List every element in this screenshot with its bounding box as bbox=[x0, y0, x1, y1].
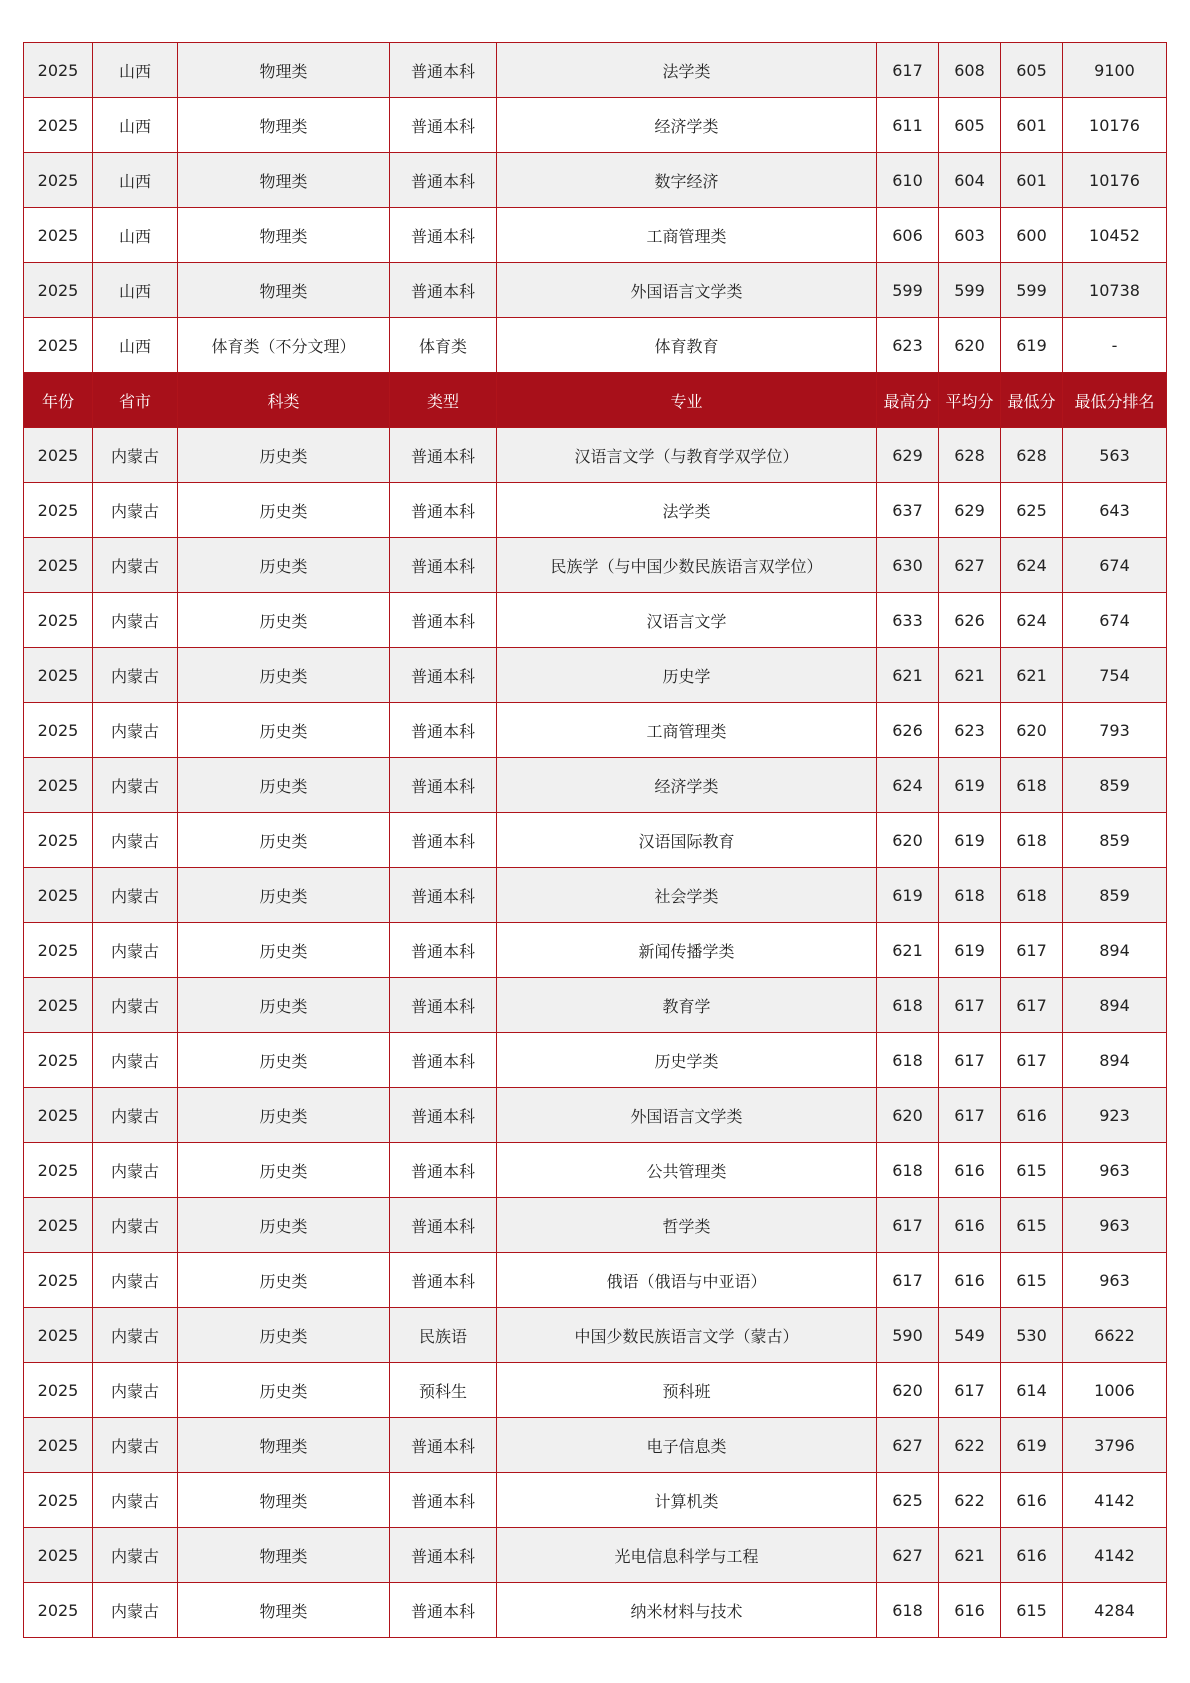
cell-province: 内蒙古 bbox=[93, 1583, 178, 1638]
header-cell-max-score: 最高分 bbox=[877, 373, 939, 428]
cell-admission-type: 普通本科 bbox=[390, 868, 497, 923]
cell-min-rank: 674 bbox=[1063, 593, 1167, 648]
cell-admission-type: 普通本科 bbox=[390, 758, 497, 813]
cell-subject-category: 历史类 bbox=[178, 1088, 390, 1143]
cell-max-score: 624 bbox=[877, 758, 939, 813]
cell-min-score: 601 bbox=[1001, 98, 1063, 153]
cell-min-rank: 894 bbox=[1063, 1033, 1167, 1088]
cell-year: 2025 bbox=[24, 703, 93, 758]
cell-year: 2025 bbox=[24, 1528, 93, 1583]
cell-min-rank: 9100 bbox=[1063, 43, 1167, 98]
header-cell-province: 省市 bbox=[93, 373, 178, 428]
cell-min-score: 628 bbox=[1001, 428, 1063, 483]
cell-province: 山西 bbox=[93, 43, 178, 98]
cell-major: 汉语言文学（与教育学双学位） bbox=[497, 428, 877, 483]
header-cell-major: 专业 bbox=[497, 373, 877, 428]
cell-admission-type: 普通本科 bbox=[390, 703, 497, 758]
cell-subject-category: 历史类 bbox=[178, 813, 390, 868]
table-row bbox=[24, 758, 1167, 813]
cell-year: 2025 bbox=[24, 263, 93, 318]
cell-year: 2025 bbox=[24, 1473, 93, 1528]
cell-year: 2025 bbox=[24, 98, 93, 153]
cell-avg-score: 616 bbox=[939, 1198, 1001, 1253]
cell-min-score: 616 bbox=[1001, 1528, 1063, 1583]
cell-avg-score: 619 bbox=[939, 758, 1001, 813]
cell-avg-score: 627 bbox=[939, 538, 1001, 593]
table-row bbox=[24, 703, 1167, 758]
cell-major: 经济学类 bbox=[497, 98, 877, 153]
cell-max-score: 627 bbox=[877, 1418, 939, 1473]
header-cell-min-score: 最低分 bbox=[1001, 373, 1063, 428]
cell-max-score: 617 bbox=[877, 1198, 939, 1253]
cell-min-rank: 10176 bbox=[1063, 98, 1167, 153]
cell-year: 2025 bbox=[24, 1198, 93, 1253]
cell-province: 内蒙古 bbox=[93, 813, 178, 868]
cell-province: 山西 bbox=[93, 153, 178, 208]
cell-min-score: 600 bbox=[1001, 208, 1063, 263]
table-row bbox=[24, 923, 1167, 978]
cell-min-rank: 894 bbox=[1063, 923, 1167, 978]
cell-subject-category: 历史类 bbox=[178, 978, 390, 1033]
cell-admission-type: 普通本科 bbox=[390, 1033, 497, 1088]
cell-admission-type: 普通本科 bbox=[390, 428, 497, 483]
cell-min-rank: 923 bbox=[1063, 1088, 1167, 1143]
table-row bbox=[24, 1418, 1167, 1473]
cell-max-score: 620 bbox=[877, 1363, 939, 1418]
cell-max-score: 618 bbox=[877, 1143, 939, 1198]
cell-min-score: 605 bbox=[1001, 43, 1063, 98]
cell-subject-category: 体育类（不分文理） bbox=[178, 318, 390, 373]
cell-min-score: 601 bbox=[1001, 153, 1063, 208]
cell-major: 纳米材料与技术 bbox=[497, 1583, 877, 1638]
cell-major: 教育学 bbox=[497, 978, 877, 1033]
cell-subject-category: 物理类 bbox=[178, 1583, 390, 1638]
table-row bbox=[24, 1033, 1167, 1088]
cell-major: 公共管理类 bbox=[497, 1143, 877, 1198]
cell-min-rank: 563 bbox=[1063, 428, 1167, 483]
cell-min-rank: 3796 bbox=[1063, 1418, 1167, 1473]
cell-admission-type: 普通本科 bbox=[390, 153, 497, 208]
cell-avg-score: 618 bbox=[939, 868, 1001, 923]
cell-min-rank: 10176 bbox=[1063, 153, 1167, 208]
cell-admission-type: 普通本科 bbox=[390, 483, 497, 538]
cell-avg-score: 616 bbox=[939, 1143, 1001, 1198]
table-row bbox=[24, 1583, 1167, 1638]
cell-year: 2025 bbox=[24, 1088, 93, 1143]
cell-max-score: 606 bbox=[877, 208, 939, 263]
cell-major: 汉语国际教育 bbox=[497, 813, 877, 868]
cell-province: 内蒙古 bbox=[93, 1528, 178, 1583]
cell-year: 2025 bbox=[24, 43, 93, 98]
table-row bbox=[24, 428, 1167, 483]
cell-max-score: 618 bbox=[877, 978, 939, 1033]
cell-major: 俄语（俄语与中亚语） bbox=[497, 1253, 877, 1308]
cell-subject-category: 历史类 bbox=[178, 1033, 390, 1088]
cell-subject-category: 历史类 bbox=[178, 1198, 390, 1253]
cell-subject-category: 历史类 bbox=[178, 923, 390, 978]
cell-min-score: 616 bbox=[1001, 1473, 1063, 1528]
cell-min-rank: 894 bbox=[1063, 978, 1167, 1033]
table-row bbox=[24, 153, 1167, 208]
cell-admission-type: 普通本科 bbox=[390, 1198, 497, 1253]
cell-year: 2025 bbox=[24, 1253, 93, 1308]
cell-province: 内蒙古 bbox=[93, 648, 178, 703]
cell-subject-category: 历史类 bbox=[178, 648, 390, 703]
cell-major: 外国语言文学类 bbox=[497, 263, 877, 318]
table-row bbox=[24, 1528, 1167, 1583]
cell-admission-type: 普通本科 bbox=[390, 1583, 497, 1638]
cell-admission-type: 普通本科 bbox=[390, 1473, 497, 1528]
cell-max-score: 623 bbox=[877, 318, 939, 373]
cell-year: 2025 bbox=[24, 1363, 93, 1418]
cell-year: 2025 bbox=[24, 1583, 93, 1638]
cell-min-rank: 10738 bbox=[1063, 263, 1167, 318]
cell-min-score: 615 bbox=[1001, 1143, 1063, 1198]
cell-max-score: 617 bbox=[877, 1253, 939, 1308]
table-row bbox=[24, 1143, 1167, 1198]
cell-year: 2025 bbox=[24, 1418, 93, 1473]
cell-max-score: 621 bbox=[877, 648, 939, 703]
cell-subject-category: 物理类 bbox=[178, 263, 390, 318]
cell-subject-category: 物理类 bbox=[178, 98, 390, 153]
cell-max-score: 590 bbox=[877, 1308, 939, 1363]
cell-min-score: 619 bbox=[1001, 318, 1063, 373]
cell-province: 内蒙古 bbox=[93, 1418, 178, 1473]
header-cell-subject-category: 科类 bbox=[178, 373, 390, 428]
cell-admission-type: 普通本科 bbox=[390, 978, 497, 1033]
cell-admission-type: 普通本科 bbox=[390, 813, 497, 868]
cell-min-score: 618 bbox=[1001, 868, 1063, 923]
cell-year: 2025 bbox=[24, 758, 93, 813]
cell-max-score: 625 bbox=[877, 1473, 939, 1528]
cell-admission-type: 普通本科 bbox=[390, 1143, 497, 1198]
cell-year: 2025 bbox=[24, 813, 93, 868]
cell-admission-type: 普通本科 bbox=[390, 1088, 497, 1143]
cell-max-score: 630 bbox=[877, 538, 939, 593]
cell-max-score: 599 bbox=[877, 263, 939, 318]
cell-avg-score: 623 bbox=[939, 703, 1001, 758]
cell-province: 内蒙古 bbox=[93, 1088, 178, 1143]
cell-max-score: 610 bbox=[877, 153, 939, 208]
cell-min-rank: 963 bbox=[1063, 1143, 1167, 1198]
cell-province: 内蒙古 bbox=[93, 428, 178, 483]
cell-avg-score: 616 bbox=[939, 1583, 1001, 1638]
cell-major: 预科班 bbox=[497, 1363, 877, 1418]
cell-avg-score: 619 bbox=[939, 923, 1001, 978]
cell-province: 内蒙古 bbox=[93, 538, 178, 593]
cell-province: 内蒙古 bbox=[93, 1033, 178, 1088]
table-row bbox=[24, 208, 1167, 263]
cell-subject-category: 历史类 bbox=[178, 1253, 390, 1308]
cell-max-score: 633 bbox=[877, 593, 939, 648]
cell-year: 2025 bbox=[24, 208, 93, 263]
cell-min-score: 615 bbox=[1001, 1198, 1063, 1253]
cell-year: 2025 bbox=[24, 648, 93, 703]
cell-province: 内蒙古 bbox=[93, 483, 178, 538]
cell-major: 社会学类 bbox=[497, 868, 877, 923]
cell-subject-category: 物理类 bbox=[178, 208, 390, 263]
cell-province: 内蒙古 bbox=[93, 593, 178, 648]
table-row bbox=[24, 978, 1167, 1033]
cell-min-rank: 793 bbox=[1063, 703, 1167, 758]
cell-avg-score: 621 bbox=[939, 648, 1001, 703]
cell-major: 经济学类 bbox=[497, 758, 877, 813]
cell-min-rank: 859 bbox=[1063, 868, 1167, 923]
cell-min-rank: 4284 bbox=[1063, 1583, 1167, 1638]
cell-subject-category: 物理类 bbox=[178, 1418, 390, 1473]
cell-max-score: 618 bbox=[877, 1033, 939, 1088]
cell-major: 光电信息科学与工程 bbox=[497, 1528, 877, 1583]
cell-avg-score: 549 bbox=[939, 1308, 1001, 1363]
cell-min-score: 615 bbox=[1001, 1583, 1063, 1638]
table-row bbox=[24, 538, 1167, 593]
cell-admission-type: 普通本科 bbox=[390, 208, 497, 263]
admission-scores-sheet bbox=[23, 42, 1166, 1638]
cell-year: 2025 bbox=[24, 978, 93, 1033]
cell-major: 民族学（与中国少数民族语言双学位） bbox=[497, 538, 877, 593]
cell-max-score: 620 bbox=[877, 813, 939, 868]
cell-subject-category: 历史类 bbox=[178, 593, 390, 648]
cell-major: 新闻传播学类 bbox=[497, 923, 877, 978]
cell-province: 山西 bbox=[93, 98, 178, 153]
cell-major: 法学类 bbox=[497, 43, 877, 98]
cell-admission-type: 普通本科 bbox=[390, 1418, 497, 1473]
cell-avg-score: 621 bbox=[939, 1528, 1001, 1583]
cell-year: 2025 bbox=[24, 1143, 93, 1198]
cell-max-score: 617 bbox=[877, 43, 939, 98]
cell-min-score: 621 bbox=[1001, 648, 1063, 703]
cell-avg-score: 608 bbox=[939, 43, 1001, 98]
cell-province: 山西 bbox=[93, 208, 178, 263]
cell-avg-score: 622 bbox=[939, 1418, 1001, 1473]
cell-avg-score: 617 bbox=[939, 1088, 1001, 1143]
cell-avg-score: 599 bbox=[939, 263, 1001, 318]
cell-max-score: 618 bbox=[877, 1583, 939, 1638]
table-row bbox=[24, 1253, 1167, 1308]
cell-admission-type: 普通本科 bbox=[390, 43, 497, 98]
cell-province: 内蒙古 bbox=[93, 923, 178, 978]
cell-min-rank: 963 bbox=[1063, 1198, 1167, 1253]
cell-major: 体育教育 bbox=[497, 318, 877, 373]
table-row bbox=[24, 483, 1167, 538]
cell-major: 外国语言文学类 bbox=[497, 1088, 877, 1143]
cell-avg-score: 622 bbox=[939, 1473, 1001, 1528]
table-row bbox=[24, 868, 1167, 923]
cell-min-rank: 10452 bbox=[1063, 208, 1167, 263]
cell-min-score: 617 bbox=[1001, 923, 1063, 978]
cell-max-score: 629 bbox=[877, 428, 939, 483]
cell-min-score: 618 bbox=[1001, 758, 1063, 813]
header-cell-year: 年份 bbox=[24, 373, 93, 428]
cell-year: 2025 bbox=[24, 593, 93, 648]
cell-admission-type: 普通本科 bbox=[390, 538, 497, 593]
table-row bbox=[24, 318, 1167, 373]
cell-admission-type: 体育类 bbox=[390, 318, 497, 373]
cell-year: 2025 bbox=[24, 1033, 93, 1088]
cell-province: 内蒙古 bbox=[93, 1198, 178, 1253]
header-cell-admission-type: 类型 bbox=[390, 373, 497, 428]
cell-min-rank: 6622 bbox=[1063, 1308, 1167, 1363]
cell-admission-type: 普通本科 bbox=[390, 1528, 497, 1583]
cell-subject-category: 历史类 bbox=[178, 428, 390, 483]
table-row bbox=[24, 648, 1167, 703]
cell-min-rank: 963 bbox=[1063, 1253, 1167, 1308]
cell-admission-type: 预科生 bbox=[390, 1363, 497, 1418]
cell-province: 内蒙古 bbox=[93, 1473, 178, 1528]
cell-province: 山西 bbox=[93, 263, 178, 318]
cell-major: 汉语言文学 bbox=[497, 593, 877, 648]
cell-major: 历史学 bbox=[497, 648, 877, 703]
cell-min-score: 617 bbox=[1001, 978, 1063, 1033]
cell-admission-type: 普通本科 bbox=[390, 98, 497, 153]
cell-major: 法学类 bbox=[497, 483, 877, 538]
cell-province: 内蒙古 bbox=[93, 1308, 178, 1363]
cell-subject-category: 物理类 bbox=[178, 1528, 390, 1583]
cell-subject-category: 物理类 bbox=[178, 43, 390, 98]
cell-province: 内蒙古 bbox=[93, 1363, 178, 1418]
cell-avg-score: 617 bbox=[939, 1033, 1001, 1088]
cell-year: 2025 bbox=[24, 538, 93, 593]
cell-admission-type: 普通本科 bbox=[390, 1253, 497, 1308]
table-row bbox=[24, 263, 1167, 318]
cell-min-rank: 4142 bbox=[1063, 1473, 1167, 1528]
cell-admission-type: 民族语 bbox=[390, 1308, 497, 1363]
cell-year: 2025 bbox=[24, 483, 93, 538]
cell-max-score: 619 bbox=[877, 868, 939, 923]
cell-avg-score: 604 bbox=[939, 153, 1001, 208]
cell-subject-category: 历史类 bbox=[178, 703, 390, 758]
cell-avg-score: 617 bbox=[939, 978, 1001, 1033]
cell-min-rank: 859 bbox=[1063, 813, 1167, 868]
scores-table-body bbox=[24, 43, 1167, 1638]
cell-major: 工商管理类 bbox=[497, 208, 877, 263]
cell-admission-type: 普通本科 bbox=[390, 923, 497, 978]
cell-min-rank: 674 bbox=[1063, 538, 1167, 593]
cell-avg-score: 626 bbox=[939, 593, 1001, 648]
cell-max-score: 626 bbox=[877, 703, 939, 758]
cell-province: 内蒙古 bbox=[93, 1143, 178, 1198]
cell-min-score: 616 bbox=[1001, 1088, 1063, 1143]
cell-avg-score: 629 bbox=[939, 483, 1001, 538]
cell-min-score: 625 bbox=[1001, 483, 1063, 538]
table-row bbox=[24, 1363, 1167, 1418]
cell-min-score: 615 bbox=[1001, 1253, 1063, 1308]
scores-table bbox=[23, 42, 1167, 1638]
cell-min-rank: 859 bbox=[1063, 758, 1167, 813]
cell-max-score: 627 bbox=[877, 1528, 939, 1583]
cell-year: 2025 bbox=[24, 1308, 93, 1363]
cell-subject-category: 历史类 bbox=[178, 1363, 390, 1418]
cell-min-score: 618 bbox=[1001, 813, 1063, 868]
cell-year: 2025 bbox=[24, 923, 93, 978]
cell-year: 2025 bbox=[24, 868, 93, 923]
cell-min-score: 624 bbox=[1001, 593, 1063, 648]
header-cell-avg-score: 平均分 bbox=[939, 373, 1001, 428]
cell-province: 内蒙古 bbox=[93, 868, 178, 923]
cell-admission-type: 普通本科 bbox=[390, 263, 497, 318]
cell-province: 内蒙古 bbox=[93, 1253, 178, 1308]
cell-major: 电子信息类 bbox=[497, 1418, 877, 1473]
cell-major: 数字经济 bbox=[497, 153, 877, 208]
cell-min-score: 619 bbox=[1001, 1418, 1063, 1473]
header-cell-min-rank: 最低分排名 bbox=[1063, 373, 1167, 428]
cell-admission-type: 普通本科 bbox=[390, 593, 497, 648]
cell-subject-category: 历史类 bbox=[178, 538, 390, 593]
cell-max-score: 620 bbox=[877, 1088, 939, 1143]
cell-subject-category: 历史类 bbox=[178, 483, 390, 538]
cell-subject-category: 物理类 bbox=[178, 153, 390, 208]
table-row bbox=[24, 1473, 1167, 1528]
cell-max-score: 621 bbox=[877, 923, 939, 978]
cell-min-score: 614 bbox=[1001, 1363, 1063, 1418]
cell-year: 2025 bbox=[24, 428, 93, 483]
cell-province: 内蒙古 bbox=[93, 703, 178, 758]
table-header-row bbox=[24, 373, 1167, 428]
cell-avg-score: 616 bbox=[939, 1253, 1001, 1308]
cell-province: 内蒙古 bbox=[93, 978, 178, 1033]
cell-avg-score: 620 bbox=[939, 318, 1001, 373]
table-row bbox=[24, 98, 1167, 153]
table-row bbox=[24, 43, 1167, 98]
cell-min-rank: 643 bbox=[1063, 483, 1167, 538]
table-row bbox=[24, 1198, 1167, 1253]
cell-min-rank: - bbox=[1063, 318, 1167, 373]
table-row bbox=[24, 1088, 1167, 1143]
cell-subject-category: 历史类 bbox=[178, 1308, 390, 1363]
table-row bbox=[24, 1308, 1167, 1363]
cell-avg-score: 619 bbox=[939, 813, 1001, 868]
cell-major: 历史学类 bbox=[497, 1033, 877, 1088]
cell-subject-category: 历史类 bbox=[178, 758, 390, 813]
table-row bbox=[24, 813, 1167, 868]
cell-min-score: 617 bbox=[1001, 1033, 1063, 1088]
cell-admission-type: 普通本科 bbox=[390, 648, 497, 703]
cell-year: 2025 bbox=[24, 318, 93, 373]
cell-subject-category: 物理类 bbox=[178, 1473, 390, 1528]
cell-min-score: 530 bbox=[1001, 1308, 1063, 1363]
cell-avg-score: 603 bbox=[939, 208, 1001, 263]
cell-avg-score: 628 bbox=[939, 428, 1001, 483]
cell-max-score: 637 bbox=[877, 483, 939, 538]
table-row bbox=[24, 593, 1167, 648]
cell-province: 山西 bbox=[93, 318, 178, 373]
cell-min-rank: 4142 bbox=[1063, 1528, 1167, 1583]
cell-major: 中国少数民族语言文学（蒙古） bbox=[497, 1308, 877, 1363]
cell-province: 内蒙古 bbox=[93, 758, 178, 813]
cell-subject-category: 历史类 bbox=[178, 1143, 390, 1198]
cell-year: 2025 bbox=[24, 153, 93, 208]
cell-min-score: 620 bbox=[1001, 703, 1063, 758]
cell-min-score: 599 bbox=[1001, 263, 1063, 318]
cell-avg-score: 617 bbox=[939, 1363, 1001, 1418]
cell-major: 工商管理类 bbox=[497, 703, 877, 758]
cell-subject-category: 历史类 bbox=[178, 868, 390, 923]
cell-min-rank: 754 bbox=[1063, 648, 1167, 703]
cell-avg-score: 605 bbox=[939, 98, 1001, 153]
cell-max-score: 611 bbox=[877, 98, 939, 153]
cell-major: 计算机类 bbox=[497, 1473, 877, 1528]
cell-min-rank: 1006 bbox=[1063, 1363, 1167, 1418]
cell-major: 哲学类 bbox=[497, 1198, 877, 1253]
cell-min-score: 624 bbox=[1001, 538, 1063, 593]
